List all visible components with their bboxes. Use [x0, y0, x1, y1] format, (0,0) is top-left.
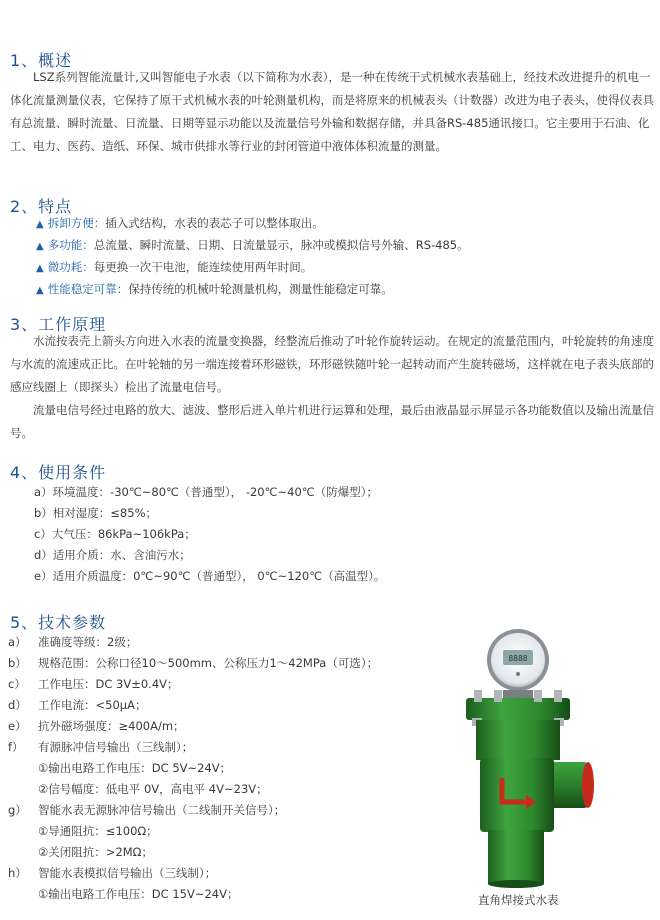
- spec-subitem: ②信号幅度：低电平 0V，高电平 4V~23V；: [38, 782, 268, 796]
- section-3-title: 3、工作原理: [10, 315, 107, 334]
- spec-item: e） 抗外磁场强度：≥400A/m；: [8, 719, 185, 733]
- spec-subitem: ①输出电路工作电压：DC 15V~24V；: [38, 887, 239, 901]
- spec-subitem: ②关闭阻抗：>2MΩ；: [38, 845, 153, 859]
- spec-item: a） 准确度等级：2级；: [8, 635, 138, 649]
- condition-item: d）适用介质：水、含油污水；: [34, 548, 191, 562]
- spec-item: c） 工作电压：DC 3V±0.4V；: [8, 677, 179, 691]
- svg-text:8888: 8888: [508, 654, 528, 663]
- section-3-paragraph-1: 水流按表壳上箭头方向进入水表的流量变换器，经整流后推动了叶轮作旋转运动。在规定的流量范围内，叶轮旋转的角速度与水流的流速成正比。在叶轮轴的另一端连接着环形磁铁，环形磁铁随叶轮一起转动而产生旋转磁场，这样就在电子表头底部的感应线圈上（即探头）检出了流量电信号。: [10, 334, 654, 394]
- spec-item: h） 智能水表模拟信号输出（三线制）；: [8, 866, 217, 880]
- feature-item: ▲ 微功耗：每更换一次干电池，能连续使用两年时间。: [36, 260, 313, 274]
- spec-item: g） 智能水表无源脉冲信号输出（二线制开关信号）；: [8, 803, 286, 817]
- image-caption: 直角焊接式水表: [478, 893, 559, 907]
- feature-item: ▲ 多功能：总流量、瞬时流量、日期、日流量显示，脉冲或模拟信号外输、RS-485。: [36, 238, 469, 252]
- condition-item: c）大气压：86kPa~106kPa；: [34, 527, 196, 541]
- section-5-title: 5、技术参数: [10, 613, 107, 632]
- triangle-bullet-icon: ▲: [36, 285, 44, 296]
- condition-item: e）适用介质温度：0℃~90℃（普通型）， 0℃~120℃（高温型）。: [34, 569, 386, 583]
- feature-item: ▲ 性能稳定可靠：保持传统的机械叶轮测量机构，测量性能稳定可靠。: [36, 282, 393, 296]
- triangle-bullet-icon: ▲: [36, 219, 44, 230]
- spec-item: d） 工作电流：<50μA；: [8, 698, 147, 712]
- water-meter-image: [440, 626, 600, 888]
- condition-item: b）相对湿度：≤85%；: [34, 506, 157, 520]
- condition-item: a）环境温度：-30℃~80℃（普通型）， -20℃~40℃（防爆型）；: [34, 485, 378, 499]
- spec-subitem: ①输出电路工作电压：DC 5V~24V；: [38, 761, 232, 775]
- section-4-title: 4、使用条件: [10, 463, 107, 482]
- section-1-paragraph: LSZ系列智能流量计,又叫智能电子水表（以下简称为水表），是一种在传统干式机械水表基础上，经技术改进提升的机电一体化流量测量仪表，它保持了原干式机械水表的叶轮测量机构，而是将原来的机械表头（计数器）改进为电子表头，使得仪表具有总流量、瞬时流量、日流量、日期等显示功能以及流量信号外输和数据存储，并具备RS-485通讯接口。它主要用于石油、化工、电力、医药、造纸、环保、城市供排水等行业的封闭管道中液体体积流量的测量。: [10, 70, 654, 153]
- spec-item: b） 规格范围：公称口径10～500mm、公称压力1～42MPa（可选）；: [8, 656, 379, 670]
- section-2-title: 2、特点: [10, 197, 73, 216]
- spec-subitem: ①导通阻抗：≤100Ω；: [38, 824, 158, 838]
- specs-list: [8, 632, 378, 905]
- triangle-bullet-icon: ▲: [36, 263, 44, 274]
- feature-item: ▲ 拆卸方便：插入式结构，水表的表芯子可以整体取出。: [36, 216, 324, 230]
- features-list: [36, 213, 469, 301]
- conditions-list: [34, 482, 385, 587]
- spec-item: f） 有源脉冲信号输出（三线制）；: [8, 740, 194, 754]
- section-1-title: 1、概述: [10, 51, 73, 70]
- triangle-bullet-icon: ▲: [36, 241, 44, 252]
- section-3-paragraph-2: 流量电信号经过电路的放大、滤波、整形后进入单片机进行运算和处理，最后由液晶显示屏显示各功能数值以及输出流量信号。: [10, 403, 654, 440]
